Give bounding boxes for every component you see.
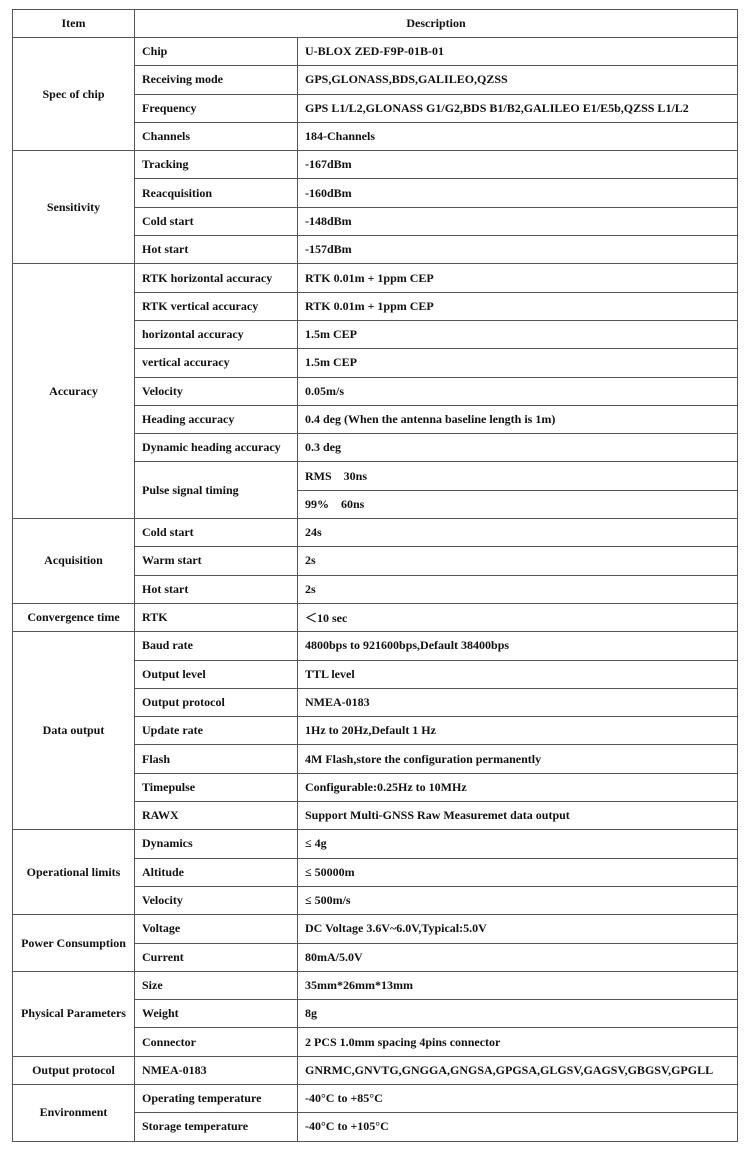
value-cell: 80mA/5.0V bbox=[298, 943, 738, 971]
value-cell: 99% 60ns bbox=[298, 490, 738, 518]
parameter-cell: Size bbox=[135, 971, 298, 999]
parameter-cell: Heading accuracy bbox=[135, 405, 298, 433]
parameter-cell: Tracking bbox=[135, 151, 298, 179]
value-cell: ≤ 500m/s bbox=[298, 886, 738, 914]
category-cell: Data output bbox=[13, 632, 135, 830]
parameter-cell: Reacquisition bbox=[135, 179, 298, 207]
parameter-cell: Dynamics bbox=[135, 830, 298, 858]
parameter-cell: Operating temperature bbox=[135, 1084, 298, 1112]
value-cell: -167dBm bbox=[298, 151, 738, 179]
table-row bbox=[13, 151, 738, 179]
category-cell: Physical Parameters bbox=[13, 971, 135, 1056]
value-cell: -40°C to +105°C bbox=[298, 1113, 738, 1141]
value-cell: 2 PCS 1.0mm spacing 4pins connector bbox=[298, 1028, 738, 1056]
parameter-cell: Baud rate bbox=[135, 632, 298, 660]
value-cell: GPS L1/L2,GLONASS G1/G2,BDS B1/B2,GALILEO E1/E5b,QZSS L1/L2 bbox=[298, 94, 738, 122]
table-row bbox=[13, 830, 738, 858]
parameter-cell: Frequency bbox=[135, 94, 298, 122]
parameter-cell: Output protocol bbox=[135, 688, 298, 716]
value-cell: 4800bps to 921600bps,Default 38400bps bbox=[298, 632, 738, 660]
parameter-cell: Voltage bbox=[135, 915, 298, 943]
parameter-cell: Chip bbox=[135, 38, 298, 66]
parameter-cell: Receiving mode bbox=[135, 66, 298, 94]
parameter-cell: RTK horizontal accuracy bbox=[135, 264, 298, 292]
value-cell: GPS,GLONASS,BDS,GALILEO,QZSS bbox=[298, 66, 738, 94]
parameter-cell: Output level bbox=[135, 660, 298, 688]
value-cell: ＜10 sec bbox=[298, 603, 738, 631]
table-row bbox=[13, 264, 738, 292]
parameter-cell: Altitude bbox=[135, 858, 298, 886]
table-row bbox=[13, 971, 738, 999]
spec-body bbox=[13, 38, 738, 1142]
parameter-cell: Cold start bbox=[135, 519, 298, 547]
parameter-cell: RTK vertical accuracy bbox=[135, 292, 298, 320]
parameter-cell: Flash bbox=[135, 745, 298, 773]
value-cell: TTL level bbox=[298, 660, 738, 688]
parameter-cell: RTK bbox=[135, 603, 298, 631]
value-cell: 0.05m/s bbox=[298, 377, 738, 405]
value-cell: 2s bbox=[298, 547, 738, 575]
table-row bbox=[13, 1084, 738, 1112]
parameter-cell: Weight bbox=[135, 1000, 298, 1028]
value-cell: 35mm*26mm*13mm bbox=[298, 971, 738, 999]
value-cell: -160dBm bbox=[298, 179, 738, 207]
category-cell: Acquisition bbox=[13, 519, 135, 604]
value-cell: ≤ 50000m bbox=[298, 858, 738, 886]
value-cell: RTK 0.01m + 1ppm CEP bbox=[298, 264, 738, 292]
value-cell: NMEA-0183 bbox=[298, 688, 738, 716]
value-cell: 24s bbox=[298, 519, 738, 547]
parameter-cell: horizontal accuracy bbox=[135, 320, 298, 348]
value-cell: DC Voltage 3.6V~6.0V,Typical:5.0V bbox=[298, 915, 738, 943]
category-cell: Convergence time bbox=[13, 603, 135, 631]
header-row bbox=[13, 10, 738, 38]
category-cell: Environment bbox=[13, 1084, 135, 1141]
parameter-cell: Update rate bbox=[135, 717, 298, 745]
category-cell: Operational limits bbox=[13, 830, 135, 915]
parameter-cell: Hot start bbox=[135, 575, 298, 603]
value-cell: Configurable:0.25Hz to 10MHz bbox=[298, 773, 738, 801]
category-cell: Accuracy bbox=[13, 264, 135, 519]
header-item: Item bbox=[13, 10, 135, 38]
spec-table bbox=[12, 9, 738, 1142]
parameter-cell: Dynamic heading accuracy bbox=[135, 434, 298, 462]
category-cell: Spec of chip bbox=[13, 38, 135, 151]
parameter-cell: Hot start bbox=[135, 236, 298, 264]
value-cell: RMS 30ns bbox=[298, 462, 738, 490]
value-cell: Support Multi-GNSS Raw Measuremet data output bbox=[298, 802, 738, 830]
value-cell: 4M Flash,store the configuration permanently bbox=[298, 745, 738, 773]
parameter-cell: Connector bbox=[135, 1028, 298, 1056]
parameter-cell: NMEA-0183 bbox=[135, 1056, 298, 1084]
value-cell: GNRMC,GNVTG,GNGGA,GNGSA,GPGSA,GLGSV,GAGSV,GBGSV,GPGLL bbox=[298, 1056, 738, 1084]
parameter-cell: Cold start bbox=[135, 207, 298, 235]
table-row bbox=[13, 1056, 738, 1084]
parameter-cell: Storage temperature bbox=[135, 1113, 298, 1141]
value-cell: -157dBm bbox=[298, 236, 738, 264]
value-cell: 0.3 deg bbox=[298, 434, 738, 462]
table-row bbox=[13, 603, 738, 631]
value-cell: ≤ 4g bbox=[298, 830, 738, 858]
parameter-cell: Warm start bbox=[135, 547, 298, 575]
parameter-cell: RAWX bbox=[135, 802, 298, 830]
parameter-cell: vertical accuracy bbox=[135, 349, 298, 377]
value-cell: U-BLOX ZED-F9P-01B-01 bbox=[298, 38, 738, 66]
table-row bbox=[13, 38, 738, 66]
parameter-cell: Current bbox=[135, 943, 298, 971]
value-cell: -40°C to +85°C bbox=[298, 1084, 738, 1112]
value-cell: RTK 0.01m + 1ppm CEP bbox=[298, 292, 738, 320]
parameter-cell: Channels bbox=[135, 122, 298, 150]
value-cell: 1.5m CEP bbox=[298, 349, 738, 377]
table-row bbox=[13, 915, 738, 943]
value-cell: 2s bbox=[298, 575, 738, 603]
value-cell: 0.4 deg (When the antenna baseline length is 1m) bbox=[298, 405, 738, 433]
category-cell: Sensitivity bbox=[13, 151, 135, 264]
header-description: Description bbox=[135, 10, 738, 38]
parameter-cell: Pulse signal timing bbox=[135, 462, 298, 519]
value-cell: 1.5m CEP bbox=[298, 320, 738, 348]
parameter-cell: Timepulse bbox=[135, 773, 298, 801]
value-cell: 8g bbox=[298, 1000, 738, 1028]
category-cell: Output protocol bbox=[13, 1056, 135, 1084]
value-cell: -148dBm bbox=[298, 207, 738, 235]
table-row bbox=[13, 632, 738, 660]
parameter-cell: Velocity bbox=[135, 886, 298, 914]
parameter-cell: Velocity bbox=[135, 377, 298, 405]
category-cell: Power Consumption bbox=[13, 915, 135, 972]
value-cell: 1Hz to 20Hz,Default 1 Hz bbox=[298, 717, 738, 745]
table-row bbox=[13, 519, 738, 547]
value-cell: 184-Channels bbox=[298, 122, 738, 150]
